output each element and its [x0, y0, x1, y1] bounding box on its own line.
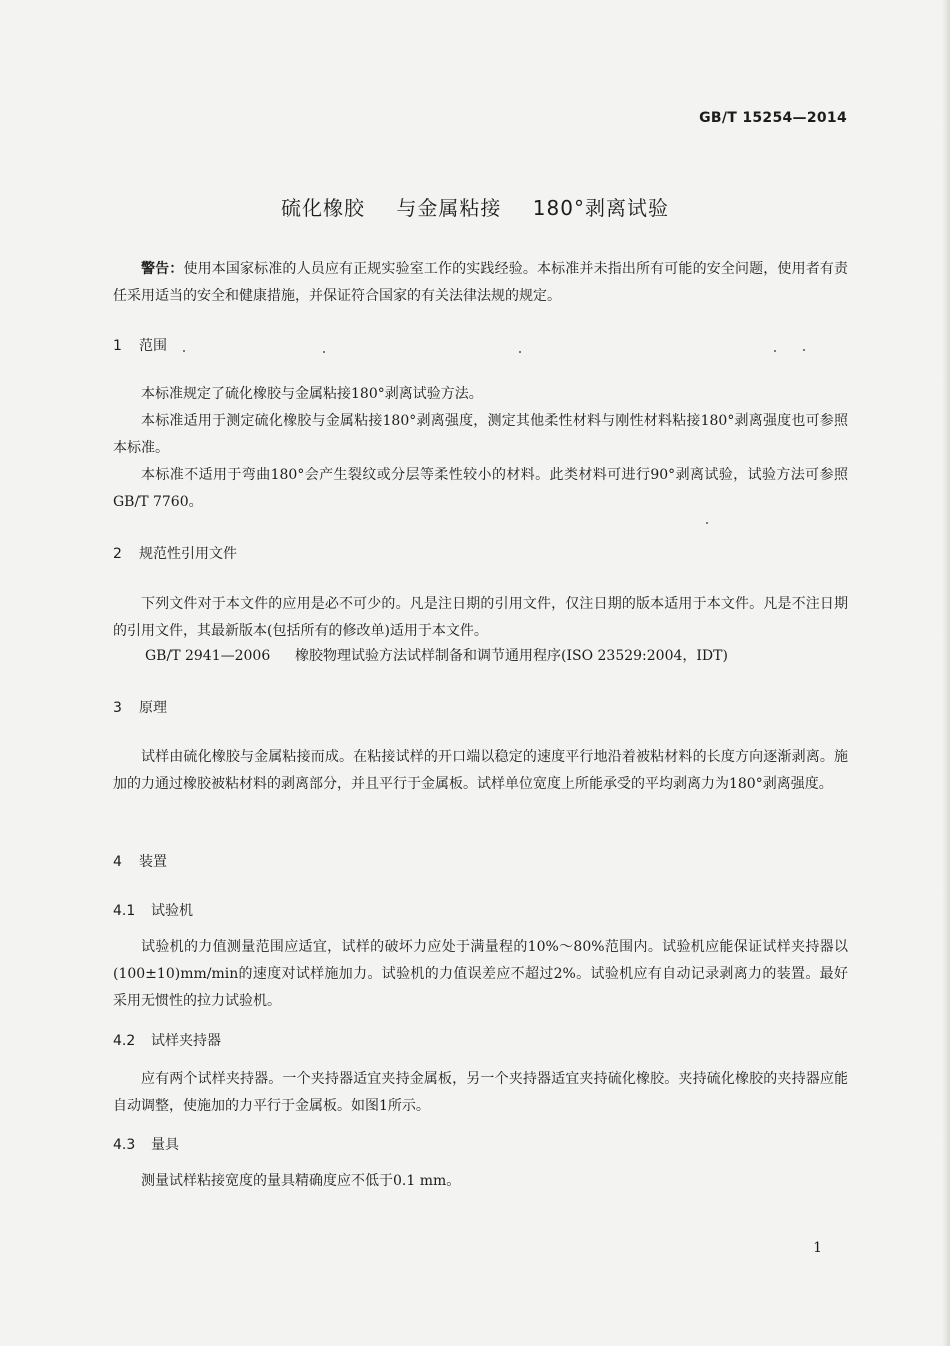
title-part-2: 与金属粘接 — [396, 196, 502, 220]
scan-speck — [183, 350, 185, 352]
section-number: 4.2 — [113, 1033, 136, 1049]
scan-speck — [519, 351, 521, 353]
document-title — [0, 192, 950, 221]
section-number: 4.1 — [113, 903, 136, 919]
section-2-paragraph-1: 下列文件对于本文件的应用是必不可少的。凡是注日期的引用文件，仅注日期的版本适用于本文件。凡是不注日期的引用文件，其最新版本(包括所有的修改单)适用于本文件。 — [113, 596, 848, 639]
scan-speck — [323, 351, 325, 353]
section-title: 试样夹持器 — [151, 1033, 221, 1049]
warning-text: 使用本国家标准的人员应有正规实验室工作的实践经验。本标准并未指出所有可能的安全问题，使用者有责任采用适当的安全和健康措施，并保证符合国家的有关法律法规的规定。 — [113, 261, 849, 304]
section-4-heading — [113, 851, 167, 871]
section-4-1-heading — [113, 900, 193, 920]
section-number: 2 — [113, 546, 122, 562]
normative-reference — [145, 643, 848, 670]
section-2-heading — [113, 543, 237, 563]
section-4-1-paragraph-1: 试验机的力值测量范围应适宜，试样的破坏力应处于满量程的10%～80%范围内。试验机应能保证试样夹持器以(100±10)mm/min的速度对试样施加力。试验机的力值误差应不超过2%。试验机应有自动记录剥离力的装置。最好采用无惯性的拉力试验机。 — [113, 939, 848, 1009]
section-number: 1 — [113, 338, 122, 354]
scan-speck — [803, 349, 805, 351]
scan-speck — [774, 350, 776, 352]
section-4-2-heading — [113, 1030, 221, 1050]
page-number: 1 — [813, 1240, 822, 1256]
section-title: 规范性引用文件 — [139, 546, 237, 562]
section-1-paragraph-3: 本标准不适用于弯曲180°会产生裂纹或分层等柔性较小的材料。此类材料可进行90°剥离试验，试验方法可参照GB/T 7760。 — [113, 467, 848, 510]
section-number: 4 — [113, 854, 122, 870]
section-number: 3 — [113, 700, 122, 716]
section-1-heading — [113, 335, 167, 355]
section-1-paragraph-1: 本标准规定了硫化橡胶与金属粘接180°剥离试验方法。 — [141, 386, 483, 402]
warning-label: 警告： — [141, 261, 184, 277]
section-title: 原理 — [139, 700, 167, 716]
section-4-3-heading — [113, 1134, 179, 1154]
section-title: 装置 — [139, 854, 167, 870]
title-part-3: 180°剥离试验 — [532, 196, 669, 220]
section-title: 范围 — [139, 338, 167, 354]
section-4-2-paragraph-1: 应有两个试样夹持器。一个夹持器适宜夹持金属板，另一个夹持器适宜夹持硫化橡胶。夹持硫化橡胶的夹持器应能自动调整，使施加的力平行于金属板。如图1所示。 — [113, 1071, 848, 1114]
reference-code: GB/T 2941—2006 — [145, 648, 271, 664]
scan-speck — [706, 522, 708, 524]
section-3-paragraph-1: 试样由硫化橡胶与金属粘接而成。在粘接试样的开口端以稳定的速度平行地沿着被粘材料的长度方向逐渐剥离。施加的力通过橡胶被粘材料的剥离部分，并且平行于金属板。试样单位宽度上所能承受的平均剥离力为180°剥离强度。 — [113, 749, 848, 792]
reference-title: 橡胶物理试验方法试样制备和调节通用程序(ISO 23529:2004，IDT) — [295, 648, 728, 664]
section-4-3-paragraph-1: 测量试样粘接宽度的量具精确度应不低于0.1 mm。 — [141, 1173, 461, 1189]
standard-code: GB/T 15254—2014 — [699, 110, 847, 126]
section-1-paragraph-2: 本标准适用于测定硫化橡胶与金属粘接180°剥离强度，测定其他柔性材料与刚性材料粘接180°剥离强度也可参照本标准。 — [113, 413, 848, 456]
section-number: 4.3 — [113, 1137, 136, 1153]
title-part-1: 硫化橡胶 — [281, 196, 366, 220]
section-title: 量具 — [151, 1137, 179, 1153]
section-3-heading — [113, 697, 167, 717]
warning-block — [113, 256, 848, 310]
section-title: 试验机 — [151, 903, 193, 919]
